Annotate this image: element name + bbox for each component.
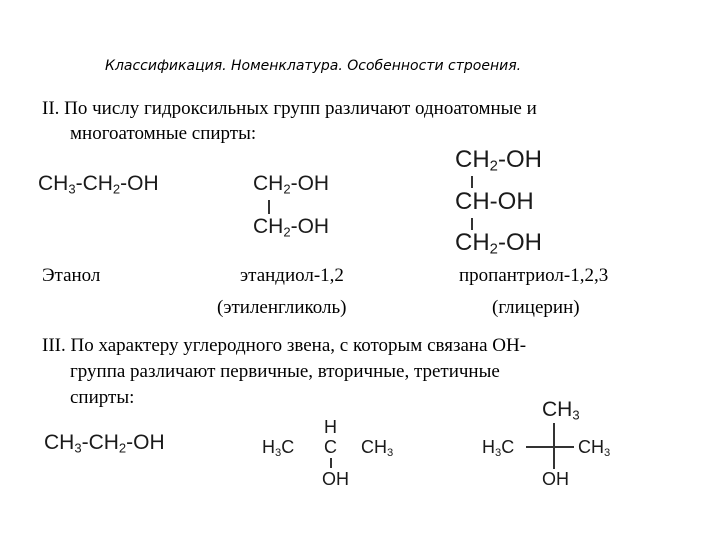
- secondary-h: H: [324, 417, 337, 437]
- tertiary-oh: OH: [542, 469, 569, 489]
- name-glycol-trivial: (этиленгликоль): [217, 297, 347, 318]
- glycol-formula-top: $CH_2-OH$: [253, 172, 330, 197]
- section-2-line-1: II. По числу гидроксильных групп различают одноатомные и: [42, 98, 537, 119]
- section-3-line-1: III. По характеру углеродного звена, с которым связана ОН-: [42, 335, 527, 356]
- name-glycol: этандиол-1,2: [240, 265, 344, 286]
- slide-title: Классификация. Номенклатура. Особенности строения.: [105, 58, 522, 74]
- glycerol-formula-bottom: $CH_2-OH$: [455, 229, 542, 258]
- tertiary-h3c: $H_3C$: [482, 437, 515, 459]
- primary-alcohol-formula: $CH_3-CH_2-OH$: [44, 431, 165, 456]
- secondary-h3c: $H_3C$: [262, 437, 295, 459]
- tertiary-ch3-top: $CH_3$: [542, 398, 580, 423]
- glycerol-bond-1: [471, 176, 473, 188]
- secondary-bond: [330, 458, 332, 468]
- tertiary-ch3-right: $CH_3$: [578, 437, 611, 459]
- section-3-line-3: спирты:: [70, 387, 135, 408]
- secondary-ch3: $CH_3$: [361, 437, 394, 459]
- name-ethanol: Этанол: [42, 265, 101, 286]
- glycerol-formula-middle: CH-OH: [455, 188, 534, 215]
- glycerol-formula-top: $CH_2-OH$: [455, 146, 542, 175]
- glycol-formula-bottom: $CH_2-OH$: [253, 215, 330, 240]
- secondary-oh: OH: [322, 469, 349, 489]
- section-2-line-2: многоатомные спирты:: [70, 123, 257, 144]
- glycol-bond: [268, 200, 270, 214]
- name-glycerol: пропантриол-1,2,3: [459, 265, 609, 286]
- secondary-c: C: [324, 437, 337, 457]
- name-glycerol-trivial: (глицерин): [492, 297, 580, 318]
- section-3-line-2: группа различают первичные, вторичные, третичные: [70, 361, 500, 382]
- tertiary-bond-horizontal: [526, 446, 574, 448]
- ethanol-formula: $CH_3-CH_2-OH$: [38, 172, 159, 197]
